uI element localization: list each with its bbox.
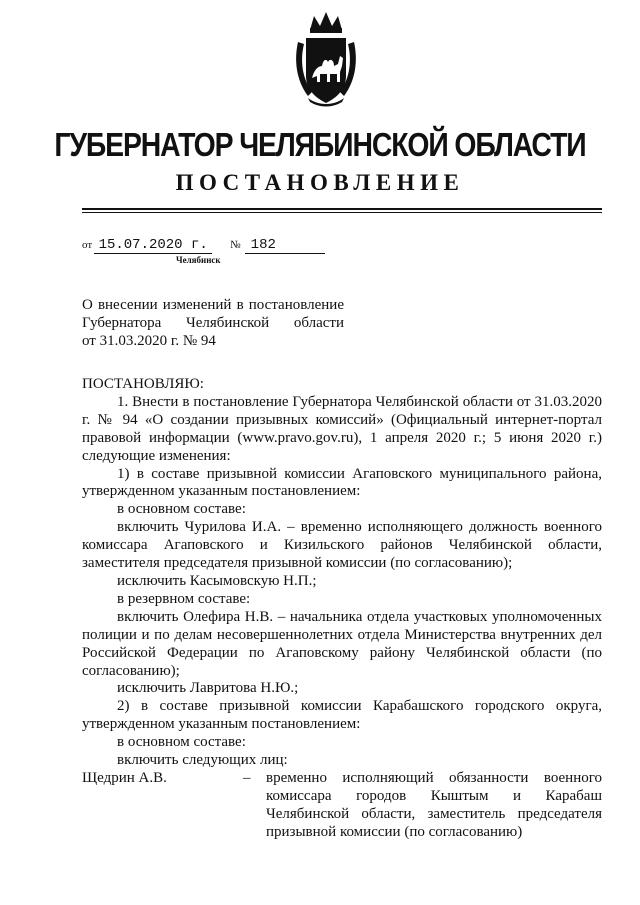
paragraph-1: 1. Внести в постановление Губернатора Челябинской области от 31.03.2020 г. № 94 «О создании призывных комиссий» (Официальный интернет-портал правовой информации (www.pravo.gov.ru), 1 апреля 2020 г.; 5 июня 2020 г.) следующие изменения: [82,393,602,464]
paragraph-6: в резервном составе: [117,590,251,607]
governor-title: ГУБЕРНАТОР ЧЕЛЯБИНСКОЙ ОБЛАСТИ [54,126,586,163]
from-label: от [82,239,93,251]
person-name: Щедрин А.В. [82,769,167,786]
document-number: 182 [245,238,325,254]
paragraph-11: включить следующих лиц: [117,752,288,769]
paragraph-5: исключить Касымовскую Н.П.; [117,572,317,589]
subject-line: О внесении изменений в постановление [82,297,344,313]
number-label: № [230,239,241,251]
document-meta [82,238,325,254]
document-date: 15.07.2020 г. [94,238,212,254]
paragraph-10: в основном составе: [117,734,246,751]
person-dash: – [243,769,251,786]
chelyabinsk-coat-of-arms-icon [290,8,362,108]
person-entry [82,770,602,842]
header-rule-thick [82,208,602,210]
document-body [82,376,602,842]
paragraph-9: 2) в составе призывной комиссии Карабашского городского округа, утвержденном указанным постановлением: [82,698,602,733]
document-subject [82,296,344,350]
paragraph-4: включить Чурилова И.А. – временно исполняющего должность военного комиссара Агаповского и Кизильского районов Челябинской области, заместителя председателя призывной комиссии (по согласованию); [82,519,602,572]
header-rule-thin [82,212,602,213]
document-type: ПОСТАНОВЛЕНИЕ [175,170,465,195]
subject-line: Губернатора Челябинской области [82,315,344,331]
paragraph-2: 1) в составе призывной комиссии Агаповского муниципального района, утвержденном указанным постановлением: [82,465,602,500]
paragraph-8: исключить Лавритова Н.Ю.; [117,680,299,697]
paragraph-3: в основном составе: [117,501,246,518]
paragraph-7: включить Олефира Н.В. – начальника отдела участковых уполномоченных полиции и по делам несовершеннолетних отдела Министерства внутренних дел Российской Федерации по Агаповскому району Челябинской области (по согласованию); [82,608,602,679]
decree-word: ПОСТАНОВЛЯЮ: [82,376,204,392]
city: Челябинск [176,255,221,265]
subject-line: от 31.03.2020 г. № 94 [82,333,216,349]
person-description: временно исполняющий обязанности военного комиссара городов Кыштым и Карабаш Челябинской области, заместитель председателя призывной комиссии (по согласованию) [266,769,602,840]
